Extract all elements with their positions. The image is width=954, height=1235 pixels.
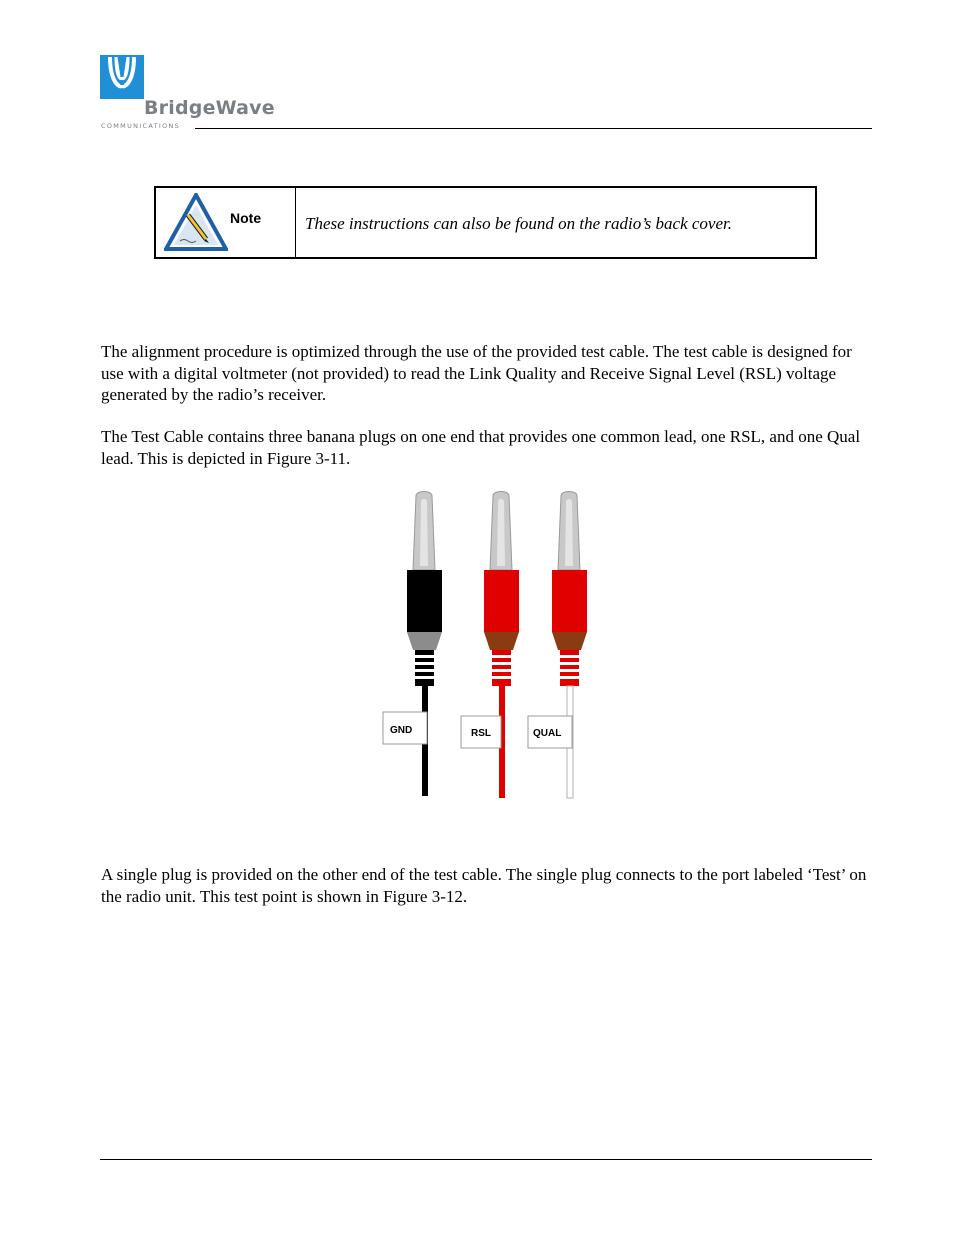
paragraph-single-plug: A single plug is provided on the other end of the test cable. The single plug connects to the port labeled ‘Test’ on the radio unit. This test point is shown in Figure 3-12. [101,865,867,906]
banana-plugs-illustration [380,488,595,803]
qual-plug [528,492,587,799]
note-icon-cell [156,188,296,257]
note-pencil-icon [164,193,228,251]
paragraph-test-cable: The Test Cable contains three banana plugs on one end that provides one common lead, one RSL, and one Qual lead. This is depicted in Figure 3-11. [101,427,861,468]
gnd-plug [383,492,442,797]
rsl-label: RSL [471,728,491,739]
note-label: Note [230,210,262,226]
banana-plugs-figure [380,488,595,803]
note-callout [154,186,817,259]
bridgewave-logo-icon [100,55,144,99]
gnd-label: GND [390,725,413,736]
footer-divider [100,1159,872,1160]
header-divider [195,128,872,129]
qual-label: QUAL [533,728,562,739]
company-logo [100,55,275,133]
paragraph-alignment: The alignment procedure is optimized through the use of the provided test cable. The test cable is designed for use with a digital voltmeter (not provided) to read the Link Quality and Receive Signal Level (RSL) voltage generated by the radio’s receiver. [101,342,852,404]
rsl-plug [461,492,519,799]
note-text: These instructions can also be found on the radio’s back cover. [305,214,733,233]
logo-name: BridgeWave [144,97,275,119]
logo-subtitle: COMMUNICATIONS [101,122,181,130]
